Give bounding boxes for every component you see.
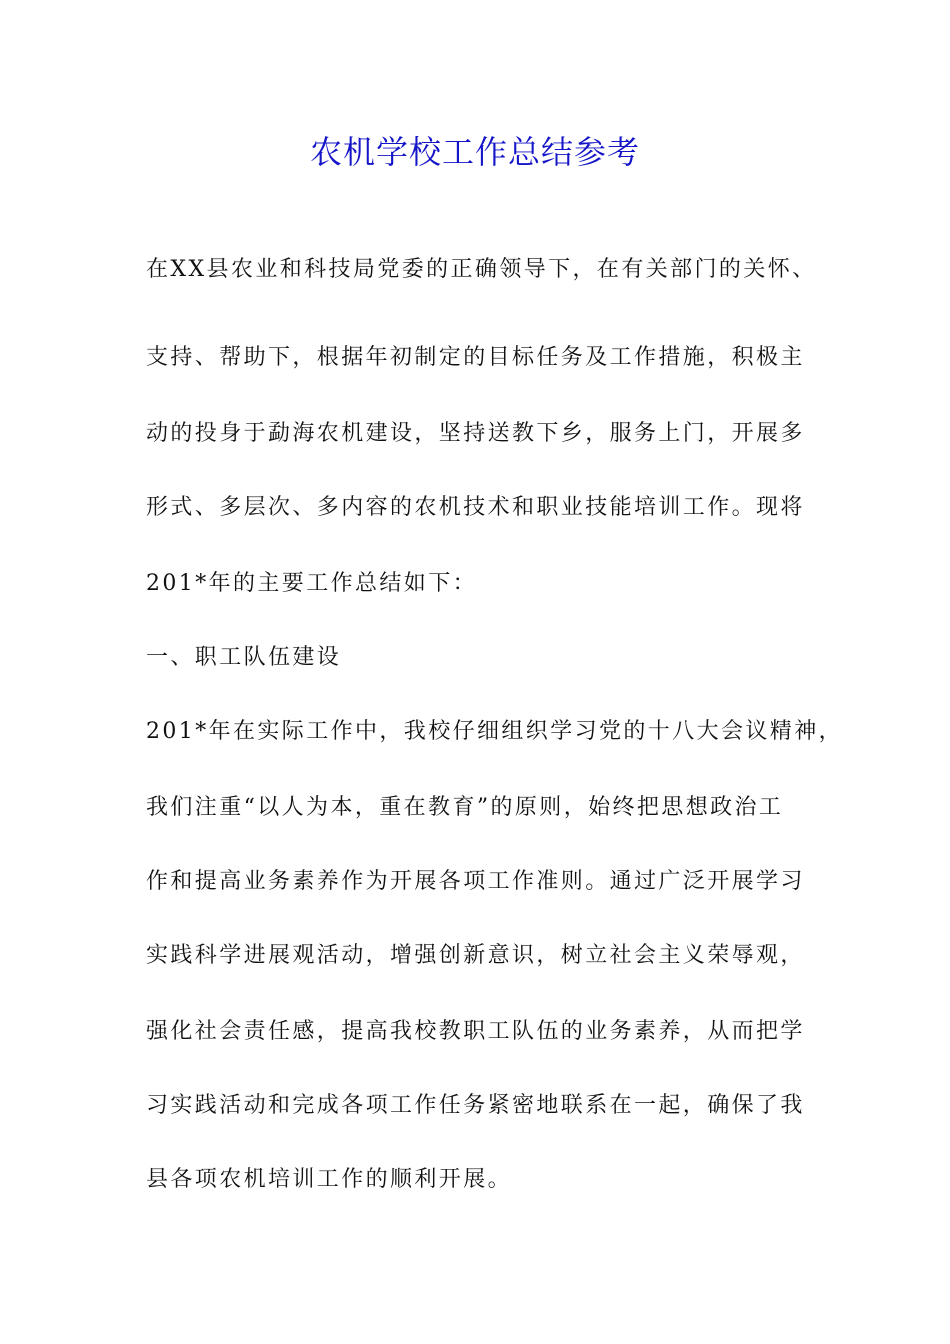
body-line-9: 作和提高业务素养作为开展各项工作准则。通过广泛开展学习 [146, 869, 805, 894]
body-line-7: 201*年在实际工作中，我校仔细组织学习党的十八大会议精神， [146, 719, 843, 744]
body-line-12: 习实践活动和完成各项工作任务紧密地联系在一起，确保了我 [146, 1093, 805, 1118]
body-line-1: 在XX县农业和科技局党委的正确领导下，在有关部门的关怀、 [146, 257, 817, 282]
body-line-13: 县各项农机培训工作的顺利开展。 [146, 1167, 513, 1192]
body-line-8: 我们注重“以人为本，重在教育”的原则，始终把思想政治工 [146, 795, 784, 820]
document-title: 农机学校工作总结参考 [309, 133, 640, 171]
body-line-4: 形式、多层次、多内容的农机技术和职业技能培训工作。现将 [146, 495, 805, 520]
body-line-3: 动的投身于勐海农机建设，坚持送教下乡，服务上门，开展多 [146, 421, 805, 446]
body-line-5: 201*年的主要工作总结如下： [146, 571, 477, 596]
body-line-2: 支持、帮助下，根据年初制定的目标任务及工作措施，积极主 [146, 345, 805, 370]
body-line-10: 实践科学进展观活动，增强创新意识，树立社会主义荣辱观， [146, 943, 805, 968]
body-line-11: 强化社会责任感，提高我校教职工队伍的业务素养，从而把学 [146, 1019, 805, 1044]
section-heading-1: 一、职工队伍建设 [146, 645, 342, 670]
